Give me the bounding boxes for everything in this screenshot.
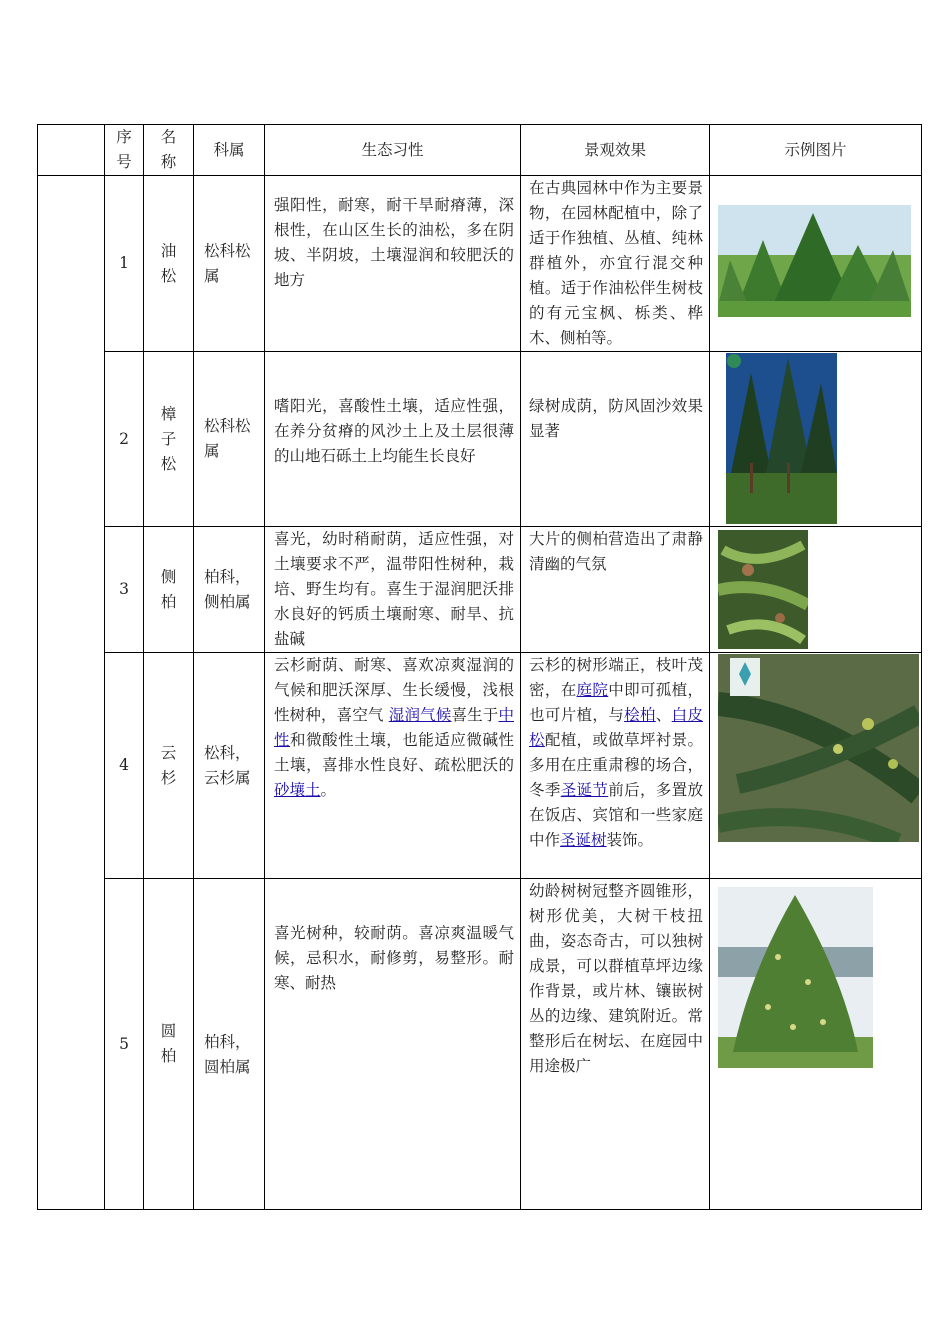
header-row [38,125,922,176]
row-name: 樟子松 [144,352,194,527]
header-image: 示例图片 [710,125,922,176]
link-neutral[interactable]: 中性 [274,706,514,749]
arborvitae-branch-photo [718,530,808,649]
landscape-text: 装饰。 [606,831,654,849]
row-name: 圆柏 [144,879,194,1210]
landscape-text: 云杉的树形端正，枝叶茂密，在 [529,656,703,699]
row-image-cell [710,879,922,1210]
row-family: 松科松属 [194,352,265,527]
row-landscape: 绿树成荫，防风固沙效果显著 [521,352,710,527]
row-landscape: 在古典园林中作为主要景物，在园林配植中，除了适于作独植、丛植、纯林群植外，亦宜行混交种植。适于作油松伴生树枝的有元宝枫、栎类、桦木、侧柏等。 [521,176,710,352]
link-sandy-loam[interactable]: 砂壤土 [274,781,321,799]
row-seq: 5 [105,879,144,1210]
row-seq: 3 [105,527,144,653]
row-seq: 4 [105,653,144,879]
row-ecology: 喜光树种，较耐荫。喜凉爽温暖气候，忌积水，耐修剪，易整形。耐寒、耐热 [265,879,521,1210]
row-family: 柏科，侧柏属 [194,527,265,653]
tall-pines-photo [726,353,837,524]
row-landscape [521,653,710,879]
spruce-branch-photo [718,654,919,842]
ecology-text: 和微酸性土壤，也能适应微碱性土壤，喜排水性良好、疏松肥沃的 [274,731,514,774]
table-row [38,352,922,527]
table-row [38,879,922,1210]
row-ecology [265,653,521,879]
row-ecology: 强阳性，耐寒，耐干旱耐瘠薄，深根性，在山区生长的油松，多在阴坡、半阴坡，土壤湿润和较肥沃的地方 [265,176,521,352]
row-family: 柏科，圆柏属 [194,879,265,1210]
row-ecology: 喜光，幼时稍耐荫，适应性强，对土壤要求不严，温带阳性树种，栽培、野生均有。喜生于湿润肥沃排水良好的钙质土壤耐寒、耐旱、抗盐碱 [265,527,521,653]
landscape-text: 中即可孤植，也可片植，与 [529,681,703,724]
landscape-text: 前后，多置放在饭店、宾馆和一些家庭中作 [529,781,703,849]
table-row [38,176,922,352]
pine-grove-photo [718,205,911,317]
row-image-cell [710,527,922,653]
row-landscape: 大片的侧柏营造出了肃静清幽的气氛 [521,527,710,653]
side-blank-cell [38,176,105,1210]
landscape-text: 配植，或做草坪衬景。多用在庄重肃穆的场合，冬季 [529,731,703,799]
row-image-cell [710,352,922,527]
header-landscape: 景观效果 [521,125,710,176]
header-seq: 序号 [105,125,144,176]
row-landscape: 幼龄树树冠整齐圆锥形，树形优美，大树干枝扭曲，姿态奇古，可以独树成景，可以群植草坪边缘作背景，或片林、镶嵌树丛的边缘、建筑附近。常整形后在树坛、在庭园中用途极广 [521,879,710,1210]
juniper-cone-photo [718,887,873,1068]
header-family: 科属 [194,125,265,176]
landscape-text: 、 [655,706,672,724]
table-row [38,527,922,653]
row-family: 松科，云杉属 [194,653,265,879]
ecology-text: 喜生于 [451,706,499,724]
row-seq: 2 [105,352,144,527]
link-humid-climate[interactable]: 湿润气候 [388,706,452,724]
link-christmas[interactable]: 圣诞节 [560,781,609,799]
link-courtyard[interactable]: 庭院 [576,681,609,699]
row-image-cell [710,653,922,879]
header-ecology: 生态习性 [265,125,521,176]
row-name: 侧柏 [144,527,194,653]
link-christmas-tree[interactable]: 圣诞树 [560,831,607,849]
plant-table [37,124,922,1210]
ecology-text: 云杉耐荫、耐寒、喜欢凉爽湿润的气候和肥沃深厚、生长缓慢，浅根性树种，喜空气 [274,656,514,724]
row-name: 油松 [144,176,194,352]
link-lacebark-pine[interactable]: 白皮松 [529,706,703,749]
header-blank-cell [38,125,105,176]
row-family: 松科松属 [194,176,265,352]
header-name: 名称 [144,125,194,176]
link-juniper[interactable]: 桧柏 [624,706,656,724]
ecology-text: 。 [320,781,337,799]
row-image-cell [710,176,922,352]
row-name: 云杉 [144,653,194,879]
table-row [38,653,922,879]
row-ecology: 嗜阳光，喜酸性土壤，适应性强，在养分贫瘠的风沙土上及土层很薄的山地石砾土上均能生长良好 [265,352,521,527]
row-seq: 1 [105,176,144,352]
